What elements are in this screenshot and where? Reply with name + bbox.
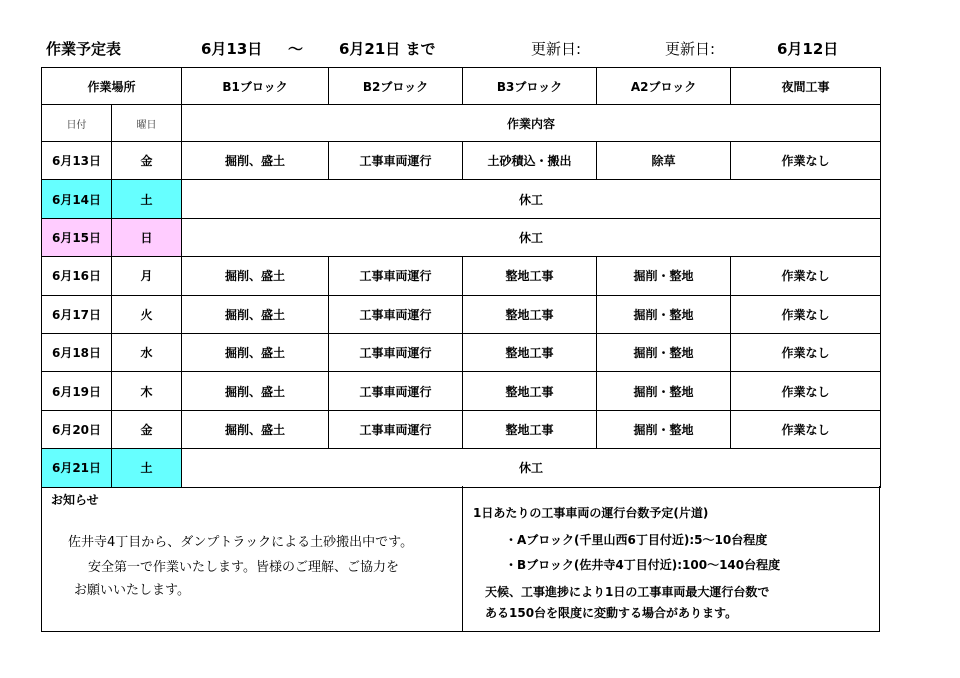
row-weekday: 木 — [112, 372, 182, 410]
row-date: 6月13日 — [42, 142, 112, 180]
cell-b2: 工事車両運行 — [329, 333, 463, 371]
row-date: 6月19日 — [42, 372, 112, 410]
updated-label-1: 更新日: — [531, 40, 582, 58]
traffic-b-block: ・Bブロック(佐井寺4丁目付近):100～140台程度 — [505, 558, 781, 572]
row-weekday: 金 — [112, 142, 182, 180]
table-row — [42, 218, 881, 256]
cell-b1: 掘削、盛土 — [182, 257, 329, 295]
table-row — [42, 257, 881, 295]
cell-b3: 整地工事 — [463, 333, 597, 371]
row-weekday: 月 — [112, 257, 182, 295]
table-row — [42, 180, 881, 218]
cell-b1: 掘削、盛土 — [182, 333, 329, 371]
cell-b3: 整地工事 — [463, 410, 597, 448]
cell-a2: 掘削・整地 — [597, 333, 731, 371]
cell-night: 作業なし — [731, 295, 881, 333]
cell-b1: 掘削、盛土 — [182, 372, 329, 410]
col-header-a2: A2ブロック — [597, 68, 731, 105]
traffic-note-2: ある150台を限度に変動する場合があります。 — [485, 606, 738, 620]
cell-a2: 掘削・整地 — [597, 295, 731, 333]
row-date: 6月16日 — [42, 257, 112, 295]
cell-night: 作業なし — [731, 410, 881, 448]
row-weekday: 水 — [112, 333, 182, 371]
cell-b1: 掘削、盛土 — [182, 410, 329, 448]
cell-holiday: 休工 — [182, 449, 881, 487]
col-header-location: 作業場所 — [42, 68, 182, 105]
table-row — [42, 333, 881, 371]
traffic-section — [463, 486, 880, 631]
cell-a2: 掘削・整地 — [597, 257, 731, 295]
cell-night: 作業なし — [731, 333, 881, 371]
row-weekday: 土 — [112, 449, 182, 487]
date-tilde: ～ — [288, 40, 304, 58]
cell-b3: 整地工事 — [463, 257, 597, 295]
row-weekday: 土 — [112, 180, 182, 218]
cell-holiday: 休工 — [182, 218, 881, 256]
table-row — [42, 449, 881, 487]
subheader-content: 作業内容 — [182, 105, 881, 142]
row-weekday: 金 — [112, 410, 182, 448]
date-to: 6月21日 まで — [339, 40, 436, 58]
page-title: 作業予定表 — [46, 40, 122, 58]
updated-label-2: 更新日: — [665, 40, 716, 58]
cell-b2: 工事車両運行 — [329, 257, 463, 295]
schedule-table — [41, 67, 881, 488]
cell-night: 作業なし — [731, 257, 881, 295]
row-date: 6月20日 — [42, 410, 112, 448]
title-row — [0, 38, 960, 62]
cell-b1: 掘削、盛土 — [182, 295, 329, 333]
col-header-b1: B1ブロック — [182, 68, 329, 105]
cell-b2: 工事車両運行 — [329, 372, 463, 410]
table-row — [42, 142, 881, 180]
notice-line-1: 佐井寺4丁目から、ダンプトラックによる土砂搬出中です。 — [68, 535, 414, 550]
cell-night: 作業なし — [731, 372, 881, 410]
traffic-note-1: 天候、工事進捗により1日の工事車両最大運行台数で — [485, 585, 770, 599]
header-row — [42, 68, 881, 105]
table-row — [42, 295, 881, 333]
col-header-night: 夜間工事 — [731, 68, 881, 105]
cell-b3: 整地工事 — [463, 295, 597, 333]
row-date: 6月15日 — [42, 218, 112, 256]
row-weekday: 日 — [112, 218, 182, 256]
row-weekday: 火 — [112, 295, 182, 333]
cell-b2: 工事車両運行 — [329, 295, 463, 333]
updated-date: 6月12日 — [777, 40, 839, 58]
notice-line-2: 安全第一で作業いたします。皆様のご理解、ご協力を — [88, 560, 399, 575]
notice-line-3: お願いいたします。 — [74, 583, 190, 598]
cell-b2: 工事車両運行 — [329, 410, 463, 448]
traffic-a-block: ・Aブロック(千里山西6丁目付近):5～10台程度 — [505, 533, 768, 547]
cell-a2: 除草 — [597, 142, 731, 180]
table-row — [42, 410, 881, 448]
notice-box — [41, 486, 880, 632]
subheader-weekday: 曜日 — [112, 105, 182, 142]
notice-section — [42, 486, 462, 631]
traffic-heading: 1日あたりの工事車両の運行台数予定(片道) — [473, 506, 709, 520]
col-header-b3: B3ブロック — [463, 68, 597, 105]
subheader-row — [42, 105, 881, 142]
notice-heading: お知らせ — [51, 493, 99, 507]
row-date: 6月18日 — [42, 333, 112, 371]
cell-a2: 掘削・整地 — [597, 410, 731, 448]
cell-a2: 掘削・整地 — [597, 372, 731, 410]
col-header-b2: B2ブロック — [329, 68, 463, 105]
cell-b3: 土砂積込・搬出 — [463, 142, 597, 180]
row-date: 6月21日 — [42, 449, 112, 487]
cell-holiday: 休工 — [182, 180, 881, 218]
date-from: 6月13日 — [201, 40, 263, 58]
row-date: 6月14日 — [42, 180, 112, 218]
cell-b3: 整地工事 — [463, 372, 597, 410]
table-row — [42, 372, 881, 410]
row-date: 6月17日 — [42, 295, 112, 333]
cell-night: 作業なし — [731, 142, 881, 180]
cell-b2: 工事車両運行 — [329, 142, 463, 180]
subheader-date: 日付 — [42, 105, 112, 142]
cell-b1: 掘削、盛土 — [182, 142, 329, 180]
